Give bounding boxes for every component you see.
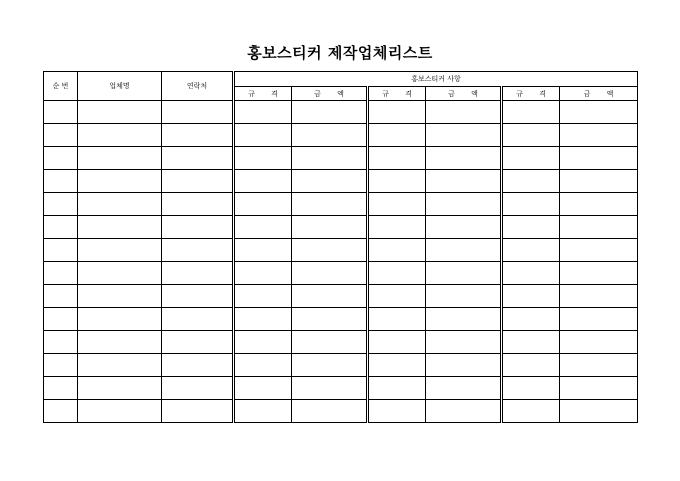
cell-amount-1[interactable] (292, 101, 368, 124)
header-spec-3: 규 격 (502, 87, 560, 101)
table-row (44, 262, 638, 285)
cell-no[interactable] (44, 193, 78, 216)
cell-company[interactable] (78, 216, 162, 239)
table-row (44, 239, 638, 262)
cell-company[interactable] (78, 124, 162, 147)
cell-no[interactable] (44, 377, 78, 400)
cell-contact[interactable] (162, 239, 234, 262)
cell-spec-2[interactable] (368, 354, 426, 377)
cell-company[interactable] (78, 147, 162, 170)
cell-spec-2[interactable] (368, 193, 426, 216)
header-sticker-details: 홍보스티커 사항 (234, 72, 638, 87)
header-no: 순 번 (44, 72, 78, 101)
cell-amount-1[interactable] (292, 262, 368, 285)
cell-contact[interactable] (162, 285, 234, 308)
cell-spec-2[interactable] (368, 285, 426, 308)
cell-no[interactable] (44, 285, 78, 308)
header-spec-2: 규 격 (368, 87, 426, 101)
cell-spec-2[interactable] (368, 331, 426, 354)
cell-amount-2[interactable] (426, 216, 502, 239)
cell-spec-1[interactable] (234, 101, 292, 124)
cell-no[interactable] (44, 400, 78, 423)
cell-spec-3[interactable] (502, 331, 560, 354)
table-row (44, 216, 638, 239)
cell-company[interactable] (78, 239, 162, 262)
cell-amount-1[interactable] (292, 331, 368, 354)
cell-spec-1[interactable] (234, 216, 292, 239)
cell-spec-3[interactable] (502, 308, 560, 331)
cell-no[interactable] (44, 308, 78, 331)
cell-amount-2[interactable] (426, 101, 502, 124)
cell-amount-3[interactable] (560, 354, 638, 377)
cell-no[interactable] (44, 124, 78, 147)
cell-amount-2[interactable] (426, 285, 502, 308)
cell-amount-2[interactable] (426, 239, 502, 262)
cell-amount-3[interactable] (560, 262, 638, 285)
cell-amount-2[interactable] (426, 147, 502, 170)
cell-amount-1[interactable] (292, 216, 368, 239)
cell-contact[interactable] (162, 193, 234, 216)
cell-company[interactable] (78, 193, 162, 216)
cell-spec-3[interactable] (502, 239, 560, 262)
cell-spec-3[interactable] (502, 124, 560, 147)
cell-amount-2[interactable] (426, 124, 502, 147)
cell-amount-2[interactable] (426, 262, 502, 285)
cell-contact[interactable] (162, 101, 234, 124)
cell-company[interactable] (78, 354, 162, 377)
table-row (44, 308, 638, 331)
cell-spec-3[interactable] (502, 170, 560, 193)
cell-spec-3[interactable] (502, 216, 560, 239)
cell-spec-3[interactable] (502, 193, 560, 216)
table-row (44, 124, 638, 147)
cell-amount-3[interactable] (560, 400, 638, 423)
cell-no[interactable] (44, 262, 78, 285)
cell-amount-1[interactable] (292, 308, 368, 331)
cell-amount-3[interactable] (560, 124, 638, 147)
cell-spec-1[interactable] (234, 262, 292, 285)
table-row (44, 377, 638, 400)
cell-amount-2[interactable] (426, 354, 502, 377)
cell-amount-3[interactable] (560, 377, 638, 400)
cell-spec-1[interactable] (234, 239, 292, 262)
cell-amount-1[interactable] (292, 147, 368, 170)
cell-spec-2[interactable] (368, 101, 426, 124)
cell-spec-1[interactable] (234, 354, 292, 377)
header-amount-3: 금 액 (560, 87, 638, 101)
cell-amount-2[interactable] (426, 377, 502, 400)
table-row (44, 285, 638, 308)
cell-amount-1[interactable] (292, 354, 368, 377)
cell-spec-1[interactable] (234, 124, 292, 147)
cell-amount-3[interactable] (560, 101, 638, 124)
cell-spec-2[interactable] (368, 377, 426, 400)
cell-spec-1[interactable] (234, 377, 292, 400)
header-amount-1: 금 액 (292, 87, 368, 101)
cell-contact[interactable] (162, 147, 234, 170)
document-title: 홍보스티커 제작업체리스트 (247, 44, 433, 62)
cell-amount-3[interactable] (560, 331, 638, 354)
cell-spec-1[interactable] (234, 285, 292, 308)
cell-amount-3[interactable] (560, 308, 638, 331)
cell-contact[interactable] (162, 308, 234, 331)
cell-amount-2[interactable] (426, 193, 502, 216)
cell-spec-2[interactable] (368, 308, 426, 331)
header-company: 업체명 (78, 72, 162, 101)
cell-amount-3[interactable] (560, 193, 638, 216)
cell-amount-1[interactable] (292, 400, 368, 423)
cell-spec-3[interactable] (502, 147, 560, 170)
header-contact: 연락처 (162, 72, 234, 101)
cell-company[interactable] (78, 377, 162, 400)
cell-no[interactable] (44, 147, 78, 170)
cell-no[interactable] (44, 331, 78, 354)
cell-amount-2[interactable] (426, 308, 502, 331)
cell-amount-1[interactable] (292, 239, 368, 262)
cell-spec-2[interactable] (368, 124, 426, 147)
cell-company[interactable] (78, 285, 162, 308)
cell-contact[interactable] (162, 216, 234, 239)
cell-spec-3[interactable] (502, 262, 560, 285)
cell-company[interactable] (78, 170, 162, 193)
cell-spec-3[interactable] (502, 285, 560, 308)
cell-amount-2[interactable] (426, 331, 502, 354)
header-amount-2: 금 액 (426, 87, 502, 101)
cell-spec-1[interactable] (234, 147, 292, 170)
cell-spec-1[interactable] (234, 193, 292, 216)
cell-company[interactable] (78, 262, 162, 285)
cell-no[interactable] (44, 216, 78, 239)
cell-spec-3[interactable] (502, 377, 560, 400)
cell-spec-1[interactable] (234, 308, 292, 331)
table-row (44, 331, 638, 354)
cell-amount-3[interactable] (560, 216, 638, 239)
cell-spec-3[interactable] (502, 354, 560, 377)
cell-spec-2[interactable] (368, 262, 426, 285)
cell-no[interactable] (44, 239, 78, 262)
cell-contact[interactable] (162, 170, 234, 193)
cell-amount-1[interactable] (292, 377, 368, 400)
cell-contact[interactable] (162, 331, 234, 354)
cell-contact[interactable] (162, 354, 234, 377)
cell-contact[interactable] (162, 400, 234, 423)
cell-amount-3[interactable] (560, 170, 638, 193)
table-row (44, 170, 638, 193)
cell-contact[interactable] (162, 377, 234, 400)
cell-no[interactable] (44, 170, 78, 193)
vendor-list-table (43, 71, 638, 423)
header-spec-1: 규 격 (234, 87, 292, 101)
cell-spec-2[interactable] (368, 216, 426, 239)
cell-company[interactable] (78, 400, 162, 423)
cell-spec-2[interactable] (368, 170, 426, 193)
cell-spec-1[interactable] (234, 331, 292, 354)
cell-no[interactable] (44, 101, 78, 124)
cell-amount-2[interactable] (426, 400, 502, 423)
cell-amount-1[interactable] (292, 193, 368, 216)
cell-spec-3[interactable] (502, 101, 560, 124)
cell-amount-3[interactable] (560, 147, 638, 170)
cell-company[interactable] (78, 308, 162, 331)
cell-company[interactable] (78, 331, 162, 354)
cell-spec-1[interactable] (234, 170, 292, 193)
cell-contact[interactable] (162, 124, 234, 147)
table-row (44, 400, 638, 423)
cell-spec-2[interactable] (368, 147, 426, 170)
cell-spec-2[interactable] (368, 400, 426, 423)
cell-amount-3[interactable] (560, 239, 638, 262)
cell-amount-1[interactable] (292, 124, 368, 147)
cell-no[interactable] (44, 354, 78, 377)
cell-spec-2[interactable] (368, 239, 426, 262)
cell-contact[interactable] (162, 262, 234, 285)
table-row (44, 193, 638, 216)
cell-amount-1[interactable] (292, 170, 368, 193)
cell-amount-3[interactable] (560, 285, 638, 308)
cell-spec-1[interactable] (234, 400, 292, 423)
table-row (44, 147, 638, 170)
cell-amount-1[interactable] (292, 285, 368, 308)
cell-amount-2[interactable] (426, 170, 502, 193)
table-row (44, 101, 638, 124)
table-row (44, 354, 638, 377)
cell-company[interactable] (78, 101, 162, 124)
cell-spec-3[interactable] (502, 400, 560, 423)
table-body (44, 101, 638, 423)
